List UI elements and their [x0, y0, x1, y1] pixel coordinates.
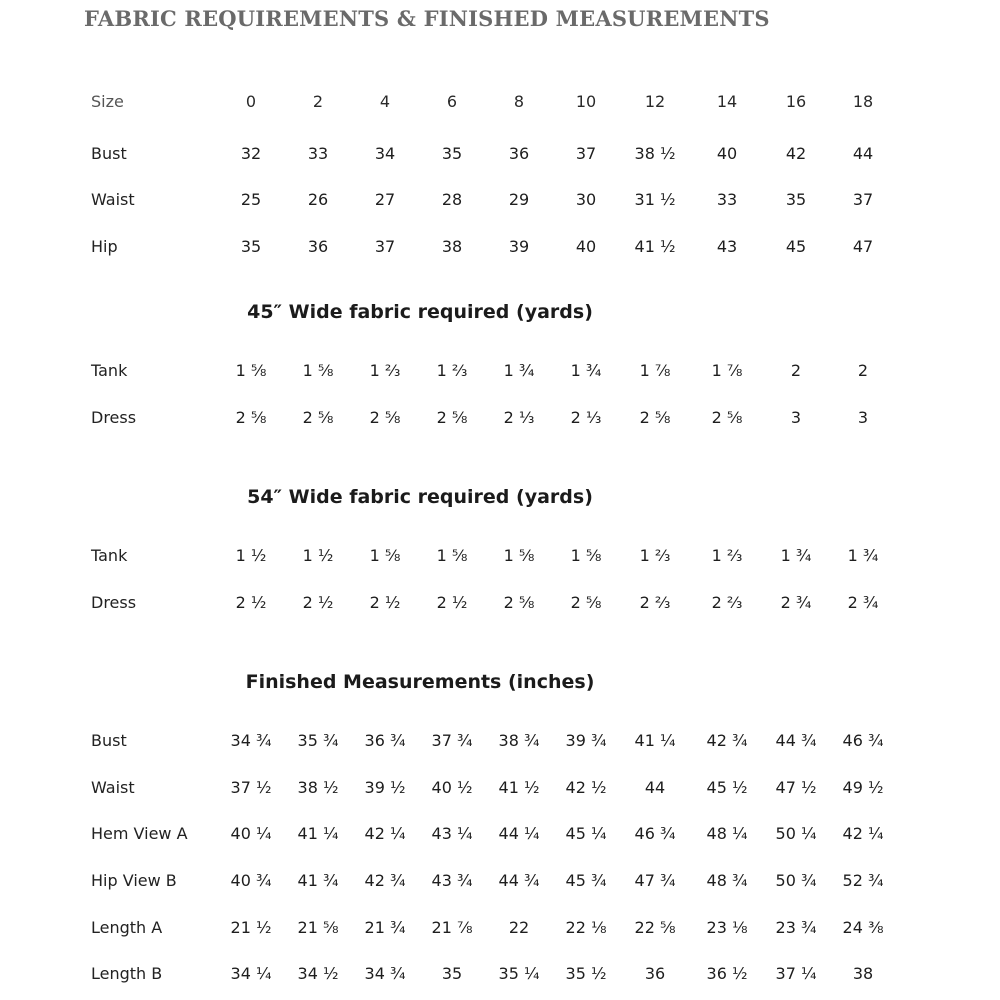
table-cell: 1 ⅔	[436, 361, 468, 380]
table-cell: 2 ⅓	[570, 408, 602, 427]
table-cell: 52 ¾	[842, 871, 884, 890]
table-cell: 40 ¼	[230, 824, 272, 843]
table-cell: 2 ½	[302, 593, 334, 612]
table-cell: 1 ¾	[780, 546, 812, 565]
table-cell: 24 ⅜	[842, 918, 884, 937]
table-row	[0, 88, 1000, 116]
table-cell: 38 ½	[634, 144, 676, 163]
table-cell: 45 ¾	[565, 871, 607, 890]
table-cell: 2 ⅝	[711, 408, 743, 427]
table-row	[0, 186, 1000, 214]
table-cell: 22 ⅛	[565, 918, 607, 937]
table-cell: 36	[644, 964, 666, 983]
table-cell: 0	[245, 92, 257, 111]
table-cell: 36	[307, 237, 329, 256]
table-cell: 1 ⅞	[711, 361, 743, 380]
table-cell: 28	[441, 190, 463, 209]
table-row	[0, 589, 1000, 617]
table-cell: 43 ¼	[431, 824, 473, 843]
table-cell: 47	[852, 237, 874, 256]
table-cell: 38	[852, 964, 874, 983]
table-cell: 1 ⅝	[369, 546, 401, 565]
table-cell: 1 ⅔	[369, 361, 401, 380]
table-cell: 25	[240, 190, 262, 209]
table-cell: 41 ¼	[297, 824, 339, 843]
table-cell: 36	[508, 144, 530, 163]
table-cell: 1 ⅝	[235, 361, 267, 380]
table-cell: 38 ¾	[498, 731, 540, 750]
table-cell: 34 ¼	[230, 964, 272, 983]
table-cell: 43 ¾	[431, 871, 473, 890]
table-cell: 38 ½	[297, 778, 339, 797]
table-cell: 48 ¾	[706, 871, 748, 890]
table-cell: 39	[508, 237, 530, 256]
table-cell: 27	[374, 190, 396, 209]
table-cell: 44 ¼	[498, 824, 540, 843]
table-row	[0, 960, 1000, 988]
table-cell: 2 ⅔	[711, 593, 743, 612]
table-cell: 1 ⅔	[639, 546, 671, 565]
table-cell: 23 ⅛	[706, 918, 748, 937]
table-cell: 40 ½	[431, 778, 473, 797]
table-cell: 37	[374, 237, 396, 256]
table-row	[0, 727, 1000, 755]
table-cell: 40	[575, 237, 597, 256]
table-cell: 45 ½	[706, 778, 748, 797]
table-cell: 35 ¾	[297, 731, 339, 750]
table-cell: 23 ¾	[775, 918, 817, 937]
table-cell: 34	[374, 144, 396, 163]
table-cell: 2 ⅝	[570, 593, 602, 612]
table-cell: 37 ½	[230, 778, 272, 797]
table-cell: 2 ⅝	[503, 593, 535, 612]
row-label: Tank	[91, 546, 128, 565]
table-cell: 50 ¼	[775, 824, 817, 843]
row-label: Length B	[91, 964, 163, 983]
table-cell: 14	[716, 92, 738, 111]
table-cell: 2 ⅝	[369, 408, 401, 427]
row-label: Hip	[91, 237, 118, 256]
table-row	[0, 914, 1000, 942]
row-label: Hem View A	[91, 824, 188, 843]
table-cell: 8	[513, 92, 525, 111]
table-cell: 47 ½	[775, 778, 817, 797]
table-cell: 50 ¾	[775, 871, 817, 890]
table-cell: 42	[785, 144, 807, 163]
table-row	[0, 357, 1000, 385]
table-cell: 44	[852, 144, 874, 163]
table-cell: 36 ½	[706, 964, 748, 983]
row-label: Bust	[91, 731, 127, 750]
table-cell: 1 ⅔	[711, 546, 743, 565]
table-row	[0, 820, 1000, 848]
table-cell: 34 ¾	[364, 964, 406, 983]
table-cell: 48 ¼	[706, 824, 748, 843]
table-cell: 1 ⅝	[302, 361, 334, 380]
table-cell: 2 ⅝	[235, 408, 267, 427]
table-cell: 47 ¾	[634, 871, 676, 890]
table-cell: 44	[644, 778, 666, 797]
table-cell: 21 ⅞	[431, 918, 473, 937]
row-label: Size	[91, 92, 124, 111]
table-cell: 35	[441, 964, 463, 983]
finished-measurements-heading: Finished Measurements (inches)	[245, 671, 595, 693]
table-cell: 41 ¾	[297, 871, 339, 890]
table-cell: 40	[716, 144, 738, 163]
table-cell: 32	[240, 144, 262, 163]
table-cell: 33	[307, 144, 329, 163]
table-cell: 37 ¾	[431, 731, 473, 750]
table-cell: 41 ¼	[634, 731, 676, 750]
page-title: FABRIC REQUIREMENTS & FINISHED MEASUREMENTS	[84, 6, 770, 31]
table-cell: 41 ½	[498, 778, 540, 797]
table-cell: 36 ¾	[364, 731, 406, 750]
table-cell: 35 ½	[565, 964, 607, 983]
table-cell: 2 ¾	[847, 593, 879, 612]
table-cell: 3	[790, 408, 802, 427]
table-cell: 45 ¼	[565, 824, 607, 843]
table-cell: 49 ½	[842, 778, 884, 797]
table-cell: 16	[785, 92, 807, 111]
table-cell: 2	[790, 361, 802, 380]
table-cell: 46 ¾	[634, 824, 676, 843]
table-cell: 37	[575, 144, 597, 163]
table-cell: 21 ½	[230, 918, 272, 937]
table-cell: 44 ¾	[498, 871, 540, 890]
table-cell: 44 ¾	[775, 731, 817, 750]
table-cell: 35	[785, 190, 807, 209]
table-row	[0, 233, 1000, 261]
table-cell: 12	[644, 92, 666, 111]
table-cell: 1 ⅝	[436, 546, 468, 565]
row-label: Bust	[91, 144, 127, 163]
row-label: Tank	[91, 361, 128, 380]
table-cell: 1 ⅝	[503, 546, 535, 565]
fabric-45-heading: 45″ Wide fabric required (yards)	[247, 301, 593, 323]
table-cell: 38	[441, 237, 463, 256]
row-label: Dress	[91, 408, 137, 427]
table-cell: 40 ¾	[230, 871, 272, 890]
table-cell: 1 ½	[302, 546, 334, 565]
table-cell: 1 ⅝	[570, 546, 602, 565]
table-row	[0, 774, 1000, 802]
table-cell: 34 ½	[297, 964, 339, 983]
row-label: Length A	[91, 918, 163, 937]
table-cell: 33	[716, 190, 738, 209]
table-cell: 4	[379, 92, 391, 111]
table-cell: 37	[852, 190, 874, 209]
table-row	[0, 140, 1000, 168]
table-row	[0, 404, 1000, 432]
table-cell: 2 ½	[369, 593, 401, 612]
table-cell: 42 ¼	[364, 824, 406, 843]
table-cell: 2 ⅝	[302, 408, 334, 427]
table-cell: 43	[716, 237, 738, 256]
table-row	[0, 867, 1000, 895]
table-cell: 41 ½	[634, 237, 676, 256]
table-cell: 18	[852, 92, 874, 111]
table-cell: 29	[508, 190, 530, 209]
table-cell: 22	[508, 918, 530, 937]
table-cell: 35	[240, 237, 262, 256]
table-cell: 42 ½	[565, 778, 607, 797]
table-row	[0, 542, 1000, 570]
table-cell: 2	[312, 92, 324, 111]
table-cell: 2 ⅓	[503, 408, 535, 427]
table-cell: 35 ¼	[498, 964, 540, 983]
table-cell: 26	[307, 190, 329, 209]
table-cell: 2	[857, 361, 869, 380]
table-cell: 45	[785, 237, 807, 256]
table-cell: 22 ⅝	[634, 918, 676, 937]
table-cell: 1 ⅞	[639, 361, 671, 380]
row-label: Waist	[91, 190, 135, 209]
fabric-54-heading: 54″ Wide fabric required (yards)	[247, 486, 593, 508]
table-cell: 39 ¾	[565, 731, 607, 750]
table-cell: 2 ⅔	[639, 593, 671, 612]
table-cell: 1 ¾	[503, 361, 535, 380]
row-label: Hip View B	[91, 871, 177, 890]
table-cell: 2 ½	[235, 593, 267, 612]
row-label: Dress	[91, 593, 137, 612]
table-cell: 35	[441, 144, 463, 163]
table-cell: 21 ¾	[364, 918, 406, 937]
table-cell: 2 ⅝	[436, 408, 468, 427]
table-cell: 37 ¼	[775, 964, 817, 983]
table-cell: 2 ½	[436, 593, 468, 612]
table-cell: 3	[857, 408, 869, 427]
table-cell: 34 ¾	[230, 731, 272, 750]
table-cell: 30	[575, 190, 597, 209]
table-cell: 10	[575, 92, 597, 111]
table-cell: 2 ¾	[780, 593, 812, 612]
table-cell: 6	[446, 92, 458, 111]
table-cell: 39 ½	[364, 778, 406, 797]
table-cell: 2 ⅝	[639, 408, 671, 427]
row-label: Waist	[91, 778, 135, 797]
table-cell: 42 ¼	[842, 824, 884, 843]
table-cell: 31 ½	[634, 190, 676, 209]
table-cell: 42 ¾	[706, 731, 748, 750]
table-cell: 1 ¾	[847, 546, 879, 565]
table-cell: 21 ⅝	[297, 918, 339, 937]
table-cell: 46 ¾	[842, 731, 884, 750]
table-cell: 1 ¾	[570, 361, 602, 380]
table-cell: 42 ¾	[364, 871, 406, 890]
table-cell: 1 ½	[235, 546, 267, 565]
